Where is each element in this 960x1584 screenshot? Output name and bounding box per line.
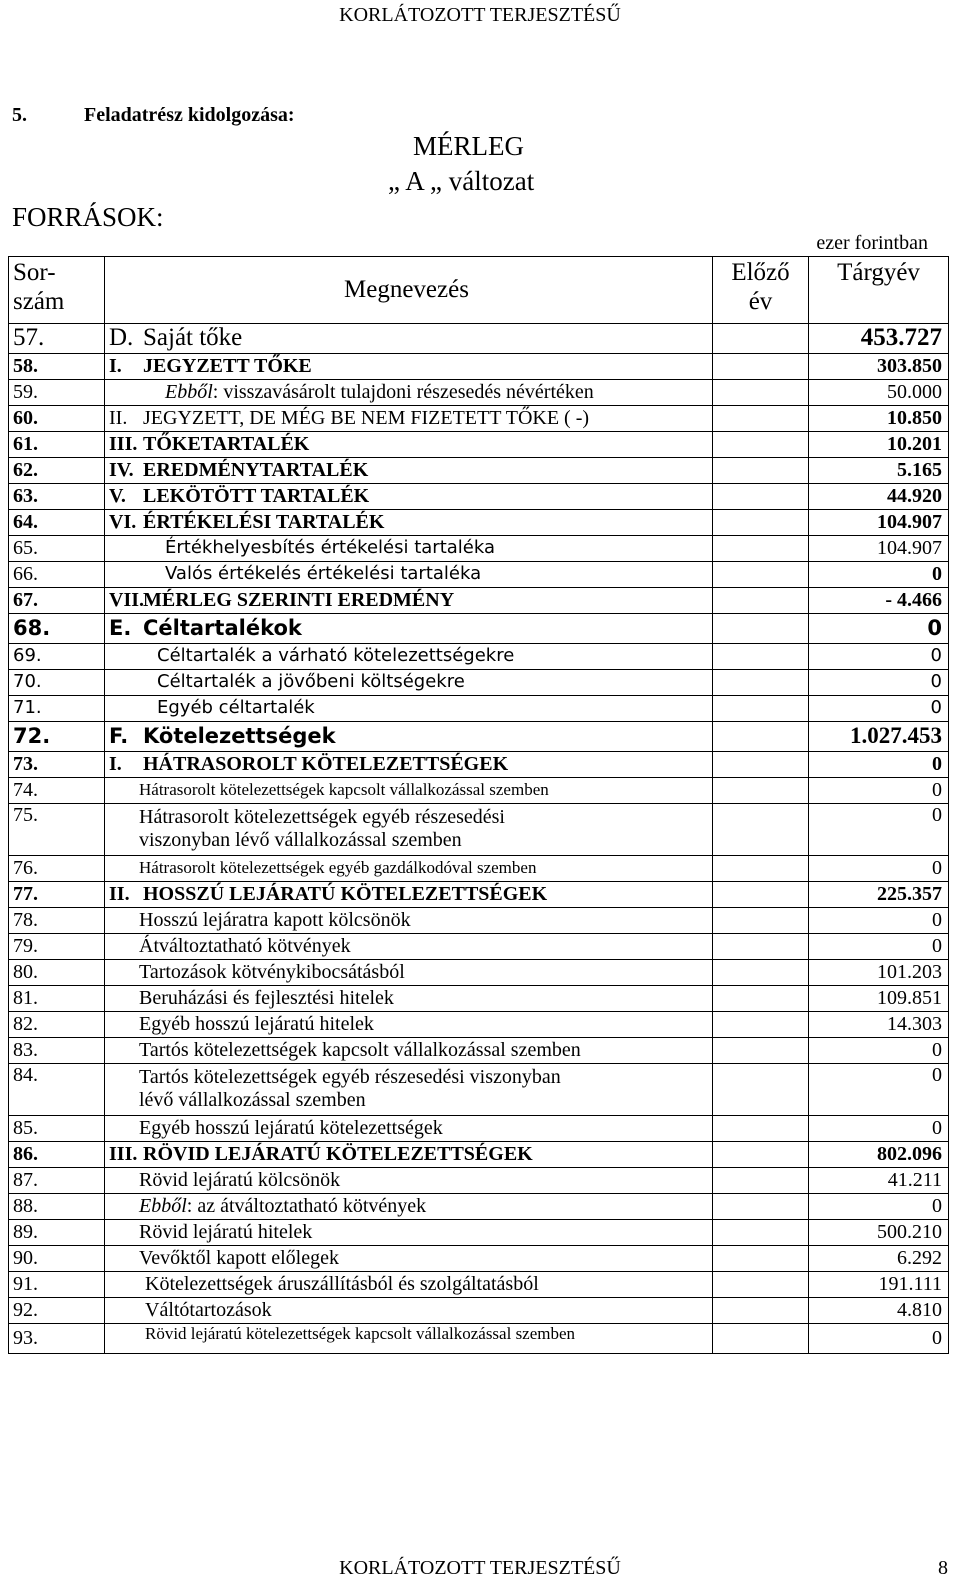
- header-name: Megnevezés: [105, 257, 713, 324]
- table-row: [9, 587, 949, 613]
- row-previous-value: [713, 643, 809, 669]
- row-previous-value: [713, 933, 809, 959]
- document-subtitle: „ A „ változat: [388, 166, 535, 196]
- table-row: [9, 985, 949, 1011]
- row-current-value: 104.907: [809, 509, 949, 535]
- row-number: 72.: [9, 721, 105, 751]
- row-current-value: 10.201: [809, 431, 949, 457]
- row-name: Céltartalék a várható kötelezettségekre: [105, 643, 713, 669]
- task-title: Feladatrész kidolgozása:: [84, 104, 295, 126]
- row-current-value: 303.850: [809, 353, 949, 379]
- row-current-value: - 4.466: [809, 587, 949, 613]
- row-name: Rövid lejáratú kötelezettségek kapcsolt vállalkozással szemben: [105, 1323, 713, 1353]
- row-current-value: 0: [809, 1193, 949, 1219]
- row-name: III. RÖVID LEJÁRATÚ KÖTELEZETTSÉGEK: [105, 1141, 713, 1167]
- header-previous-year: Előző év: [713, 257, 809, 324]
- row-number: 78.: [9, 907, 105, 933]
- row-previous-value: [713, 803, 809, 855]
- row-name: Tartozások kötvénykibocsátásból: [105, 959, 713, 985]
- row-previous-value: [713, 1063, 809, 1115]
- table-row: [9, 751, 949, 777]
- row-current-value: 50.000: [809, 379, 949, 405]
- table-row: [9, 1011, 949, 1037]
- row-current-value: 109.851: [809, 985, 949, 1011]
- table-row: [9, 1115, 949, 1141]
- row-number: 71.: [9, 695, 105, 721]
- table-row: [9, 933, 949, 959]
- row-name: Hosszú lejáratra kapott kölcsönök: [105, 907, 713, 933]
- table-row: [9, 777, 949, 803]
- row-name: Váltótartozások: [105, 1297, 713, 1323]
- row-previous-value: [713, 1323, 809, 1353]
- row-name: Hátrasorolt kötelezettségek egyéb gazdálkodóval szemben: [105, 855, 713, 881]
- row-name: Vevőktől kapott előlegek: [105, 1245, 713, 1271]
- row-number: 93.: [9, 1323, 105, 1353]
- row-previous-value: [713, 669, 809, 695]
- row-previous-value: [713, 1115, 809, 1141]
- table-row: [9, 1063, 949, 1115]
- row-number: 83.: [9, 1037, 105, 1063]
- row-previous-value: [713, 881, 809, 907]
- table-row: [9, 643, 949, 669]
- row-current-value: 14.303: [809, 1011, 949, 1037]
- row-number: 70.: [9, 669, 105, 695]
- row-number: 59.: [9, 379, 105, 405]
- row-current-value: 0: [809, 777, 949, 803]
- row-number: 86.: [9, 1141, 105, 1167]
- row-number: 80.: [9, 959, 105, 985]
- row-name: Tartós kötelezettségek kapcsolt vállalkozással szemben: [105, 1037, 713, 1063]
- row-number: 85.: [9, 1115, 105, 1141]
- row-name: IV. EREDMÉNYTARTALÉK: [105, 457, 713, 483]
- row-current-value: 10.850: [809, 405, 949, 431]
- row-number: 81.: [9, 985, 105, 1011]
- row-number: 87.: [9, 1167, 105, 1193]
- table-row: [9, 353, 949, 379]
- table-row: [9, 1193, 949, 1219]
- row-current-value: 0: [809, 855, 949, 881]
- row-previous-value: [713, 587, 809, 613]
- row-number: 67.: [9, 587, 105, 613]
- row-name: Egyéb hosszú lejáratú kötelezettségek: [105, 1115, 713, 1141]
- row-number: 79.: [9, 933, 105, 959]
- table-row: [9, 405, 949, 431]
- row-number: 60.: [9, 405, 105, 431]
- row-previous-value: [713, 613, 809, 643]
- row-current-value: 5.165: [809, 457, 949, 483]
- row-previous-value: [713, 1141, 809, 1167]
- row-name: Egyéb céltartalék: [105, 695, 713, 721]
- classification-header: KORLÁTOZOTT TERJESZTÉSŰ: [339, 4, 621, 26]
- row-current-value: 802.096: [809, 1141, 949, 1167]
- row-previous-value: [713, 1011, 809, 1037]
- row-number: 84.: [9, 1063, 105, 1115]
- row-current-value: 0: [809, 669, 949, 695]
- row-current-value: 0: [809, 561, 949, 587]
- table-row: [9, 561, 949, 587]
- table-row: [9, 1297, 949, 1323]
- row-previous-value: [713, 457, 809, 483]
- row-previous-value: [713, 985, 809, 1011]
- table-row: [9, 1245, 949, 1271]
- table-row: [9, 431, 949, 457]
- table-row: [9, 1219, 949, 1245]
- row-name: Rövid lejáratú hitelek: [105, 1219, 713, 1245]
- row-name: Hátrasorolt kötelezettségek egyéb részesedési viszonyban lévő vállalkozással szemben: [105, 803, 713, 855]
- row-current-value: 0: [809, 695, 949, 721]
- row-current-value: 4.810: [809, 1297, 949, 1323]
- balance-sheet-table: [8, 256, 949, 1354]
- row-current-value: 225.357: [809, 881, 949, 907]
- table-row: [9, 1141, 949, 1167]
- row-current-value: 0: [809, 907, 949, 933]
- page-footer: [0, 1557, 960, 1584]
- table-row: [9, 1167, 949, 1193]
- row-name: E. Céltartalékok: [105, 613, 713, 643]
- task-number: 5.: [12, 104, 27, 126]
- row-number: 58.: [9, 353, 105, 379]
- row-previous-value: [713, 751, 809, 777]
- row-previous-value: [713, 509, 809, 535]
- row-previous-value: [713, 777, 809, 803]
- row-name: III. TŐKETARTALÉK: [105, 431, 713, 457]
- row-number: 64.: [9, 509, 105, 535]
- row-name: F. Kötelezettségek: [105, 721, 713, 751]
- table-row: [9, 881, 949, 907]
- row-name: II. JEGYZETT, DE MÉG BE NEM FIZETETT TŐKE ( -): [105, 405, 713, 431]
- row-current-value: 0: [809, 1115, 949, 1141]
- unit-label: ezer forintban: [816, 232, 928, 254]
- row-name: Beruházási és fejlesztési hitelek: [105, 985, 713, 1011]
- table-row: [9, 535, 949, 561]
- table-row: [9, 695, 949, 721]
- row-number: 61.: [9, 431, 105, 457]
- classification-footer: KORLÁTOZOTT TERJESZTÉSŰ: [339, 1557, 621, 1579]
- row-previous-value: [713, 1167, 809, 1193]
- page-number: 8: [938, 1557, 948, 1579]
- row-previous-value: [713, 1219, 809, 1245]
- row-current-value: 41.211: [809, 1167, 949, 1193]
- header-current-year: Tárgyév: [809, 257, 949, 324]
- row-current-value: 101.203: [809, 959, 949, 985]
- row-number: 68.: [9, 613, 105, 643]
- row-name: I. JEGYZETT TŐKE: [105, 353, 713, 379]
- row-number: 89.: [9, 1219, 105, 1245]
- table-row: [9, 509, 949, 535]
- row-current-value: 453.727: [809, 324, 949, 354]
- row-name: Rövid lejáratú kölcsönök: [105, 1167, 713, 1193]
- row-name: Tartós kötelezettségek egyéb részesedési viszonyban lévő vállalkozással szemben: [105, 1063, 713, 1115]
- table-row: [9, 855, 949, 881]
- row-name: Céltartalék a jövőbeni költségekre: [105, 669, 713, 695]
- row-previous-value: [713, 1271, 809, 1297]
- row-current-value: 0: [809, 803, 949, 855]
- row-number: 69.: [9, 643, 105, 669]
- row-number: 65.: [9, 535, 105, 561]
- row-name: Értékhelyesbítés értékelési tartaléka: [105, 535, 713, 561]
- row-number: 57.: [9, 324, 105, 354]
- section-label: FORRÁSOK:: [12, 202, 164, 232]
- row-number: 74.: [9, 777, 105, 803]
- row-previous-value: [713, 405, 809, 431]
- table-row: [9, 721, 949, 751]
- task-heading: [12, 104, 295, 127]
- table-row: [9, 1271, 949, 1297]
- row-number: 76.: [9, 855, 105, 881]
- row-current-value: 0: [809, 933, 949, 959]
- table-row: [9, 379, 949, 405]
- row-current-value: 104.907: [809, 535, 949, 561]
- row-previous-value: [713, 483, 809, 509]
- row-number: 73.: [9, 751, 105, 777]
- row-number: 63.: [9, 483, 105, 509]
- row-previous-value: [713, 1245, 809, 1271]
- row-number: 90.: [9, 1245, 105, 1271]
- row-name: Kötelezettségek áruszállításból és szolgáltatásból: [105, 1271, 713, 1297]
- row-previous-value: [713, 695, 809, 721]
- row-name: Valós értékelés értékelési tartaléka: [105, 561, 713, 587]
- row-previous-value: [713, 353, 809, 379]
- table-row: [9, 483, 949, 509]
- row-previous-value: [713, 959, 809, 985]
- row-name: Egyéb hosszú lejáratú hitelek: [105, 1011, 713, 1037]
- row-current-value: 0: [809, 1063, 949, 1115]
- row-previous-value: [713, 1193, 809, 1219]
- row-previous-value: [713, 561, 809, 587]
- table-header-row: [9, 257, 949, 324]
- table-row: [9, 1037, 949, 1063]
- row-name: V. LEKÖTÖTT TARTALÉK: [105, 483, 713, 509]
- row-current-value: 0: [809, 643, 949, 669]
- row-previous-value: [713, 379, 809, 405]
- row-number: 92.: [9, 1297, 105, 1323]
- row-number: 77.: [9, 881, 105, 907]
- table-row: [9, 613, 949, 643]
- row-number: 82.: [9, 1011, 105, 1037]
- table-row: [9, 324, 949, 354]
- table-row: [9, 669, 949, 695]
- row-name: D. Saját tőke: [105, 324, 713, 354]
- row-previous-value: [713, 324, 809, 354]
- row-previous-value: [713, 535, 809, 561]
- row-current-value: 500.210: [809, 1219, 949, 1245]
- row-current-value: 0: [809, 751, 949, 777]
- row-previous-value: [713, 907, 809, 933]
- table-row: [9, 803, 949, 855]
- row-current-value: 0: [809, 1037, 949, 1063]
- row-previous-value: [713, 721, 809, 751]
- row-previous-value: [713, 431, 809, 457]
- table-row: [9, 1323, 949, 1353]
- table-row: [9, 959, 949, 985]
- table-row: [9, 907, 949, 933]
- row-name: Hátrasorolt kötelezettségek kapcsolt vállalkozással szemben: [105, 777, 713, 803]
- row-current-value: 44.920: [809, 483, 949, 509]
- row-number: 62.: [9, 457, 105, 483]
- row-current-value: 0: [809, 1323, 949, 1353]
- row-name: Ebből: visszavásárolt tulajdoni részesedés névértéken: [105, 379, 713, 405]
- row-name: I. HÁTRASOROLT KÖTELEZETTSÉGEK: [105, 751, 713, 777]
- document-title: MÉRLEG: [413, 131, 524, 161]
- row-current-value: 6.292: [809, 1245, 949, 1271]
- row-name: II. HOSSZÚ LEJÁRATÚ KÖTELEZETTSÉGEK: [105, 881, 713, 907]
- row-name: Átváltoztatható kötvények: [105, 933, 713, 959]
- row-current-value: 0: [809, 613, 949, 643]
- table-row: [9, 457, 949, 483]
- row-previous-value: [713, 855, 809, 881]
- row-name: VI. ÉRTÉKELÉSI TARTALÉK: [105, 509, 713, 535]
- header-row-number: Sor- szám: [9, 257, 105, 324]
- row-number: 88.: [9, 1193, 105, 1219]
- row-number: 66.: [9, 561, 105, 587]
- row-number: 91.: [9, 1271, 105, 1297]
- row-previous-value: [713, 1297, 809, 1323]
- row-previous-value: [713, 1037, 809, 1063]
- row-name: Ebből: az átváltoztatható kötvények: [105, 1193, 713, 1219]
- row-number: 75.: [9, 803, 105, 855]
- row-current-value: 1.027.453: [809, 721, 949, 751]
- row-name: VII.MÉRLEG SZERINTI EREDMÉNY: [105, 587, 713, 613]
- row-current-value: 191.111: [809, 1271, 949, 1297]
